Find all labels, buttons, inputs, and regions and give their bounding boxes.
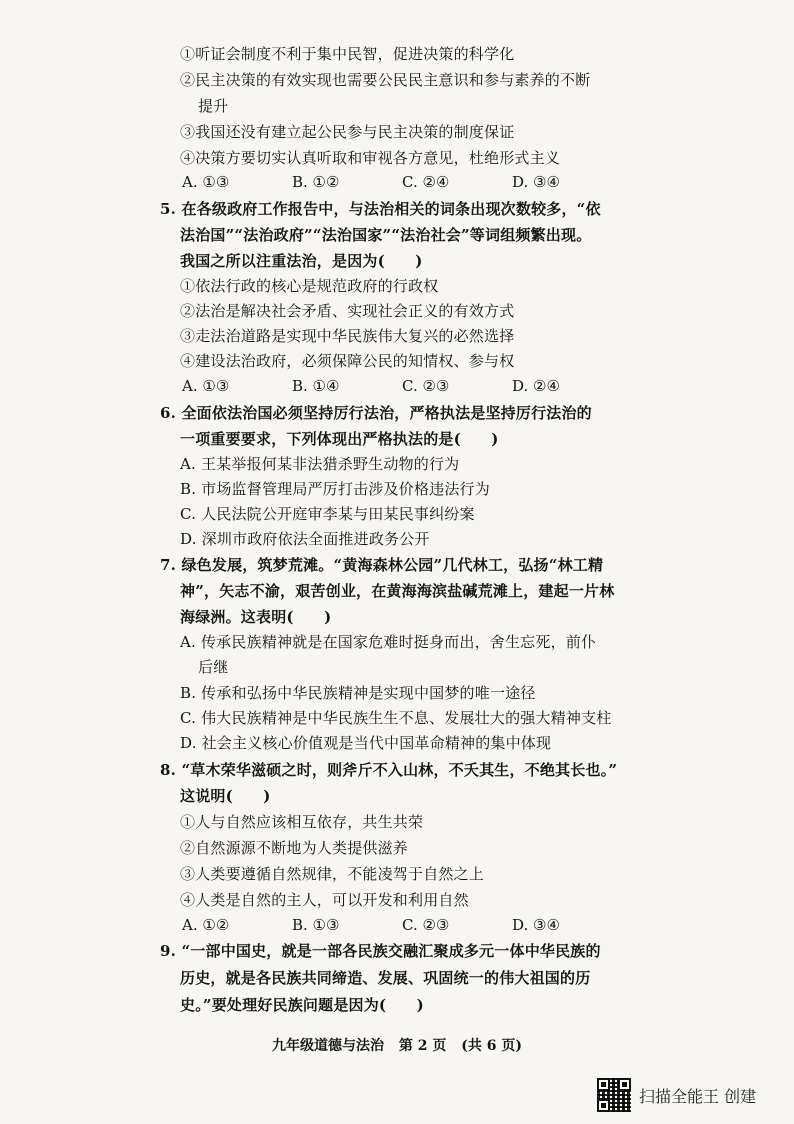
q8-item-3: ③人类要遵循自然规律，不能凌驾于自然之上 [180,865,485,883]
q4-item-3: ③我国还没有建立起公民参与民主决策的制度保证 [180,123,515,141]
footer-subject: 九年级道德与法治 [272,1038,384,1054]
qr-code-icon [597,1078,631,1112]
q6-option-a: A. 王某举报何某非法猎杀野生动物的行为 [180,455,460,473]
footer-page-number: 第 2 页 [398,1038,447,1054]
footer-total-pages: (共 6 页) [461,1038,522,1054]
page-footer [0,1035,794,1055]
q7-option-a: A. 传承民族精神就是在国家危难时挺身而出，舍生忘死，前仆 [180,633,597,651]
q8-stem-1: 8. “草木荣华滋硕之时，则斧斤不入山林，不夭其生，不绝其长也。” [160,761,618,779]
scanner-watermark [597,1075,756,1115]
q5-option-b: B. ①④ [292,377,340,395]
q6-option-d: D. 深圳市政府依法全面推进政务公开 [180,530,430,548]
q9-stem-3: 史。”要处理好民族问题是因为( ) [180,996,424,1014]
q7-stem-3: 海绿洲。这表明( ) [180,608,332,626]
q5-item-3: ③走法治道路是实现中华民族伟大复兴的必然选择 [180,327,515,345]
q4-options [182,172,602,194]
q9-stem-2: 历史，就是各民族共同缔造、发展、巩固统一的伟大祖国的历 [180,969,591,987]
q4-option-a: A. ①③ [182,173,230,191]
q4-item-1: ①听证会制度不利于集中民智，促进决策的科学化 [180,45,515,63]
q5-stem-3: 我国之所以注重法治，是因为( ) [180,252,423,270]
q6-option-b: B. 市场监督管理局严厉打击涉及价格违法行为 [180,480,490,498]
q5-option-d: D. ②④ [512,377,560,395]
q5-item-2: ②法治是解决社会矛盾、实现社会正义的有效方式 [180,302,515,320]
q6-option-c: C. 人民法院公开庭审李某与田某民事纠纷案 [180,505,475,523]
q4-item-4: ④决策方要切实认真听取和审视各方意见，杜绝形式主义 [180,149,561,167]
q5-options [182,376,602,398]
q4-item-2-cont: 提升 [198,97,229,115]
q6-stem-2: 一项重要要求，下列体现出严格执法的是( ) [180,430,499,448]
q5-option-c: C. ②③ [402,377,450,395]
q5-option-a: A. ①③ [182,377,230,395]
q7-option-b: B. 传承和弘扬中华民族精神是实现中国梦的唯一途径 [180,684,536,702]
q7-stem-2: 神”，矢志不渝，艰苦创业，在黄海海滨盐碱荒滩上，建起一片林 [180,582,615,600]
q8-option-b: B. ①③ [292,916,340,934]
q8-option-d: D. ③④ [512,916,560,934]
q7-option-d: D. 社会主义核心价值观是当代中国革命精神的集中体现 [180,734,552,752]
q5-item-1: ①依法行政的核心是规范政府的行政权 [180,277,439,295]
q6-stem-1: 6. 全面依法治国必须坚持厉行法治，严格执法是坚持厉行法治的 [160,404,592,422]
q8-stem-2: 这说明( ) [180,787,271,805]
q4-option-c: C. ②④ [402,173,450,191]
q4-option-b: B. ①② [292,173,340,191]
q8-item-1: ①人与自然应该相互依存，共生共荣 [180,813,424,831]
watermark-text: 扫描全能王 创建 [639,1086,757,1106]
q8-option-c: C. ②③ [402,916,450,934]
q5-item-4: ④建设法治政府，必须保障公民的知情权、参与权 [180,352,515,370]
q7-option-a-cont: 后继 [198,658,229,676]
q5-stem-1: 5. 在各级政府工作报告中，与法治相关的词条出现次数较多，“依 [160,200,601,218]
q8-item-4: ④人类是自然的主人，可以开发和利用自然 [180,891,469,909]
q5-stem-2: 法治国”“法治政府”“法治国家”“法治社会”等词组频繁出现。 [180,226,592,244]
q4-item-2: ②民主决策的有效实现也需要公民民主意识和参与素养的不断 [180,71,591,89]
q8-item-2: ②自然源源不断地为人类提供滋养 [180,839,409,857]
q7-option-c: C. 伟大民族精神是中华民族生生不息、发展壮大的强大精神支柱 [180,709,612,727]
q8-option-a: A. ①② [182,916,230,934]
q4-option-d: D. ③④ [512,173,560,191]
q9-stem-1: 9. “一部中国史，就是一部各民族交融汇聚成多元一体中华民族的 [160,942,601,960]
q7-stem-1: 7. 绿色发展，筑梦荒滩。“黄海森林公园”几代林工，弘扬“林工精 [160,556,604,574]
q8-options [182,915,602,937]
